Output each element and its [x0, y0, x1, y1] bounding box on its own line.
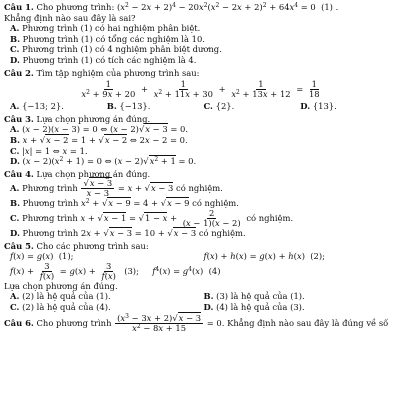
- question-ask: Lựa chọn phương án đúng.: [4, 280, 118, 291]
- question-6: Câu 6. Cho phương trình $\frac{(x^3 - 3x + 2)√x - 3}{x^2 - 8x + 15}$ = 0. Khẳng định nào sau đây là đúng về số: [4, 313, 389, 334]
- option-c[interactable]: C. Phương trình (1) có 4 nghiệm phân biệt dương.: [10, 44, 222, 55]
- option-c[interactable]: C. |x| = 1 ⇔ x = 1.: [10, 145, 88, 156]
- option-c[interactable]: C. (2) là hệ quả của (4).: [10, 301, 111, 312]
- option-a[interactable]: A. (x − 2)(x − 3) = 0 ⇔ (x − 2)√x − 3 = 0.: [10, 124, 189, 135]
- option-d[interactable]: D. Phương trình (1) có tích các nghiệm là 4.: [10, 54, 197, 65]
- option-a[interactable]: A. (2) là hệ quả của (1).: [10, 291, 111, 302]
- option-b[interactable]: B. Phương trình $x^2 + √x - 9 = 4 + √x - 9$ có nghiệm.: [10, 198, 239, 209]
- equations-row-2: f(x) + $\frac{3}{f(x)}$ = g(x) + $\frac{3}{f(x)}$ (3); $f^4(x) = g^4(x)$ (4): [10, 260, 221, 281]
- option-c[interactable]: C. {2}.: [203, 101, 235, 112]
- question-label: Câu 1.: [4, 2, 34, 12]
- question-label: Câu 2.: [4, 67, 34, 78]
- option-d[interactable]: D. Phương trình 2x + √x − 3 = 10 + √x − 3 có nghiệm.: [10, 227, 246, 238]
- options-row-1: [4, 291, 397, 302]
- question-5: Câu 5. Cho các phương trình sau: f(x) = g(x) (1); f(x) + h(x) = g(x) + h(x) (2); f(x) + $\frac{3}{f(x)}$ = g(x) + $\frac{3}{f(x)}$ (3); $f^4(x) = g^4(x)$ (4) Lựa chọn phương án đúng. A. (2) là hệ quả của (1). B. (3) là hệ quả của (1). C. (2) là hệ quả của (4). D. (4) là hệ quả của (3).: [4, 241, 397, 313]
- option-b[interactable]: B. Phương trình (1) có tổng các nghiệm là 10.: [10, 33, 205, 44]
- option-b[interactable]: B. x + √x − 2 = 1 + √x − 2 ⇔ 2x − 2 = 0.: [10, 134, 188, 145]
- option-b[interactable]: B. (3) là hệ quả của (1).: [203, 291, 305, 302]
- question-4: Câu 4. Lựa chọn phương án đúng. A. Phương trình $\frac{√x - 3}{x - 3}$ = x + √x − 3 có nghiệm. B. Phương trình $x^2 + √x - 9 = 4 + √x - 9$ có nghiệm. C. Phương trình x + √x − 1 = √1 − x + $\frac{2}{(x - 1)(x - 2)}$ có nghiệm. D. Phương trình 2x + √x − 3 = 10 + √x − 3 có nghiệm.: [4, 169, 397, 239]
- question-label: Câu 4.: [4, 168, 34, 179]
- options-row: [4, 101, 397, 112]
- option-a[interactable]: A. Phương trình $\frac{√x - 3}{x - 3}$ = x + √x − 3 có nghiệm.: [10, 178, 223, 199]
- options-row-2: [4, 302, 397, 313]
- question-1: Câu 1. Cho phương trình: $(x^2 - 2x + 2)^4 - 20x^2(x^2 - 2x + 2)^2 + 64x^4 = 0$ (1) . Khẳng định nào sau đây là sai? A. Phương trình (1) có hai nghiệm phân biệt. B. Phương trình (1) có tổng các nghiệm là 10. C. Phương trình (1) có 4 nghiệm phân biệt dương. D. Phương trình (1) có tích các nghiệm là 4.: [4, 2, 397, 66]
- question-label: Câu 5.: [4, 240, 34, 251]
- question-3: Câu 3. Lựa chọn phương án đúng. A. (x − 2)(x − 3) = 0 ⇔ (x − 2)√x − 3 = 0. B. x + √x − 2 = 1 + √x − 2 ⇔ 2x − 2 = 0. C. |x| = 1 ⇔ x = 1. D. $(x - 2)(x^2 + 1) = 0$ ⇔ $(x - 2)√x^2 + 1 = 0$.: [4, 114, 397, 167]
- option-b[interactable]: B. {−13}.: [106, 101, 151, 112]
- question-label: Câu 6.: [4, 318, 34, 329]
- equations-row-1: f(x) = g(x) (1); f(x) + h(x) = g(x) + h(x) (2);: [10, 251, 325, 262]
- equation-block: $\frac{1}{x^2 + 9x + 20}$ + $\frac{1}{x^2 + 11x + 30}$ + $\frac{1}{x^2 + 13x + 12}$ = $\frac{1}{18}$: [81, 79, 320, 100]
- option-d[interactable]: D. (4) là hệ quả của (3).: [203, 301, 305, 312]
- option-a[interactable]: A. {−13; 2}.: [10, 101, 64, 112]
- question-ask: Khẳng định nào sau đây là sai?: [4, 12, 136, 23]
- question-2: Câu 2. Tìm tập nghiệm của phương trình sau: $\frac{1}{x^2 + 9x + 20}$ + $\frac{1}{x^2 + 11x + 30}$ + $\frac{1}{x^2 + 13x + 12}$ = $\frac{1}{18}$ A. {−13; 2}. B. {−13}. C. {2}. D. {13}.: [4, 68, 397, 112]
- option-a[interactable]: A. Phương trình (1) có hai nghiệm phân biệt.: [10, 23, 201, 34]
- option-d[interactable]: D. {13}.: [300, 101, 337, 112]
- option-c[interactable]: C. Phương trình x + √x − 1 = √1 − x + $\frac{2}{(x - 1)(x - 2)}$ có nghiệm.: [10, 207, 294, 228]
- option-d[interactable]: D. $(x - 2)(x^2 + 1) = 0$ ⇔ $(x - 2)√x^2 + 1 = 0$.: [10, 156, 197, 167]
- question-label: Câu 3.: [4, 113, 34, 124]
